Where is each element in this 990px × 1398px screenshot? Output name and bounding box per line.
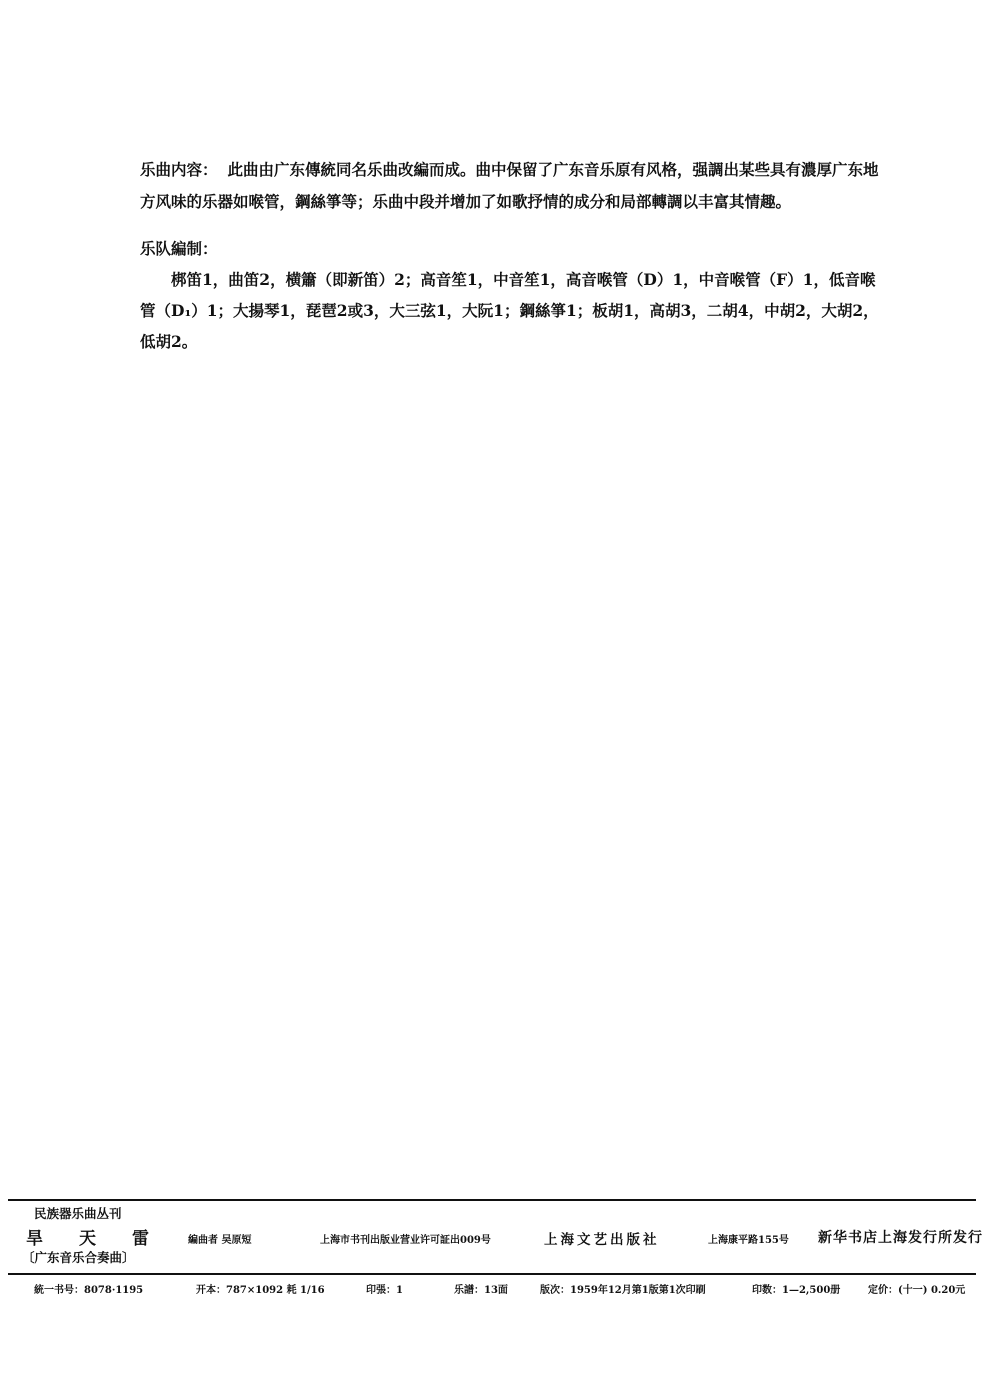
orchestration-label: 乐队編制： — [140, 239, 218, 258]
book-title: 旱天雷 — [26, 1229, 185, 1249]
print-run: 印数：1—2,500册 — [752, 1285, 841, 1296]
format: 开本：787×1092 耗 1/16 — [196, 1285, 325, 1296]
price: 定价：(十一) 0.20元 — [868, 1285, 966, 1296]
distributor: 新华书店上海发行所发行 — [818, 1230, 983, 1246]
content-label: 乐曲内容： — [140, 160, 218, 179]
pages: 乐譜：13面 — [454, 1285, 508, 1296]
license-number: 上海市书刊出版业营业许可証出009号 — [320, 1235, 491, 1246]
publisher-address: 上海康平路155号 — [708, 1235, 789, 1246]
series-name: 民族器乐曲丛刊 — [34, 1206, 122, 1221]
content-text: 此曲由广东傳統同名乐曲改編而成。曲中保留了广东音乐原有风格，强調出某些具有濃厚广东地方风味的乐器如喉管，鋼絲箏等；乐曲中段并增加了如歌抒情的成分和局部轉調以丰富其情趣。 — [140, 160, 879, 211]
book-subtitle: 〔广东音乐合奏曲〕 — [22, 1250, 135, 1265]
content-description — [140, 154, 880, 218]
main-content — [140, 154, 880, 357]
edition: 版次：1959年12月第1版第1次印刷 — [540, 1285, 706, 1296]
sheets: 印張：1 — [366, 1285, 403, 1296]
publication-specs — [8, 1278, 976, 1298]
publisher: 上海文艺出版社 — [544, 1232, 660, 1248]
arranger: 編曲者 吴原短 — [188, 1235, 252, 1246]
book-number: 統一书号：8078·1195 — [34, 1285, 144, 1296]
orchestration-text: 梆笛1，曲笛2，横簫（即新笛）2；高音笙1，中音笙1，高音喉管（D）1，中音喉管（F）1，低音喉管（D₁）1；大揚琴1，琵琶2或3，大三弦1，大阮1；鋼絲箏1；板胡1，高胡3，二胡4，中胡2，大胡2，低胡2。 — [140, 270, 879, 351]
colophon — [8, 1199, 983, 1275]
